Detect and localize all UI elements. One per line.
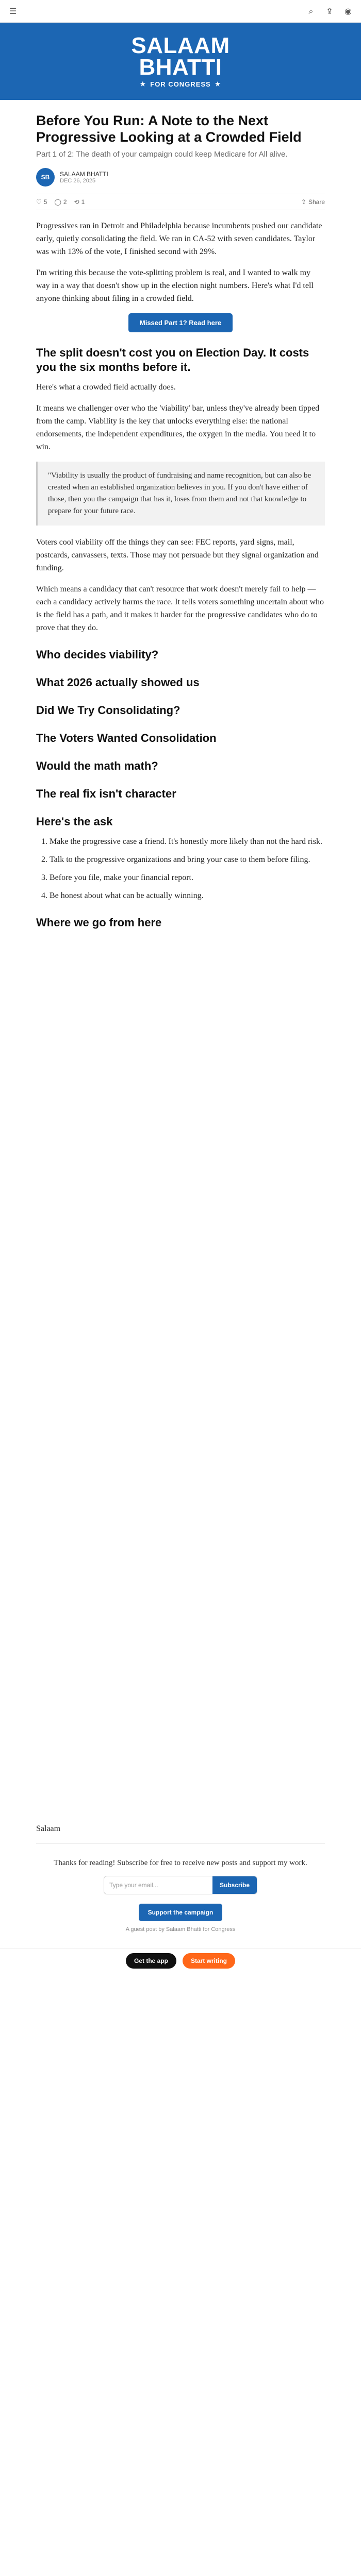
list-item: 4. Be honest about what can be actually winning.: [50, 889, 325, 902]
section-heading: The real fix isn't character: [36, 787, 176, 800]
list-item: 1. Make the progressive case a friend. It's honestly more likely than not the hard risk.: [50, 835, 325, 848]
subscribe-form: [104, 1876, 257, 1894]
bottom-bar: [0, 1948, 361, 1973]
get-app-button[interactable]: Get the app: [126, 1953, 176, 1969]
section-heading: What 2026 actually showed us: [36, 676, 200, 689]
comment-icon: ◯: [54, 198, 61, 206]
post-actions: [36, 194, 325, 210]
menu-icon[interactable]: ☰: [9, 6, 17, 16]
ask-list: [36, 835, 325, 902]
logo-name-line1: SALAAM: [131, 32, 230, 58]
subscribe-button[interactable]: Subscribe: [212, 1876, 257, 1894]
avatar[interactable]: SB: [36, 168, 55, 187]
share-icon: ⇪: [301, 198, 306, 206]
quote-text: "Viability is usually the product of fundraising and name recognition, but can also be created when an established organization believes in you. If you don't have either of those, then you the campaign that has it, loses from them and not that knowledge to prepare for your future race.: [48, 471, 311, 515]
restack-button[interactable]: ⟲ 1: [74, 198, 85, 206]
restack-icon: ⟲: [74, 198, 79, 206]
list-item: 2. Talk to the progressive organizations and bring your case to them before filing.: [50, 853, 325, 866]
byline: [36, 168, 325, 187]
heart-icon: ♡: [36, 198, 42, 206]
topbar-left: [7, 6, 19, 17]
pull-quote: [36, 462, 325, 526]
paragraph: Which means a candidacy that can't resource that work doesn't merely fail to help — each a candidacy actively harms the race. It tells voters something uncertain about who is the field has a path, and it makes it harder for the progressive candidates who do to prove that they do.: [36, 585, 324, 632]
footer-note: A guest post by Salaam Bhatti for Congress: [125, 1926, 236, 1933]
section-heading: Here's the ask: [36, 815, 113, 828]
support-button[interactable]: Support the campaign: [139, 1904, 223, 1921]
like-button[interactable]: ♡ 5: [36, 198, 47, 206]
search-icon[interactable]: ⌕: [308, 6, 314, 16]
profile-icon[interactable]: ◉: [344, 6, 352, 16]
cta-wrap: [36, 313, 325, 332]
article-title: Before You Run: A Note to the Next Progressive Looking at a Crowded Field: [36, 113, 302, 145]
paragraph: I'm writing this because the vote-splitting problem is real, and I wanted to walk my way in a way that doesn't show up in the election night numbers. Here's what I'd tell anyone thinking about filing in a crowded field.: [36, 268, 314, 303]
article-subtitle: Part 1 of 2: The death of your campaign could keep Medicare for All alive.: [36, 150, 288, 159]
subscribe-card: [36, 1843, 325, 1938]
logo-subline: [131, 80, 229, 88]
top-bar: [0, 0, 361, 23]
paragraph: Progressives ran in Detroit and Philadelphia because incumbents pushed our candidate early, quietly consolidating the field. We ran in CA-52 with seven candidates. Taylor was with 13% of the vote, I finished second with 29%.: [36, 222, 322, 256]
paragraph: It means we challenger over who the 'viability' bar, unless they've already been tipped from the camp. Viability is the key that unlocks everything else: the national endorsements, the independent expenditures, the oxygen in the media. You need it to win.: [36, 404, 320, 451]
signoff: Salaam: [36, 1824, 61, 1833]
author-name[interactable]: SALAAM BHATTI: [60, 171, 108, 178]
section-heading: The Voters Wanted Consolidation: [36, 732, 217, 744]
logo-name-line2: BHATTI: [139, 54, 222, 80]
body-continuation: [36, 936, 325, 1822]
share-button[interactable]: ⇪ Share: [301, 198, 325, 206]
section-heading: Where we go from here: [36, 916, 162, 929]
engagement-group: [36, 198, 85, 206]
publication-logo[interactable]: [131, 32, 230, 88]
star-icon: ★: [140, 80, 146, 88]
share-icon[interactable]: ⇪: [326, 6, 333, 16]
topbar-right: [305, 6, 354, 17]
section-heading: Who decides viability?: [36, 648, 159, 661]
logo-sub-text: FOR CONGRESS: [150, 80, 211, 88]
section-heading: Did We Try Consolidating?: [36, 704, 180, 717]
article: [36, 100, 325, 1948]
comment-button[interactable]: ◯ 2: [54, 198, 67, 206]
section-heading: Would the math math?: [36, 759, 158, 772]
email-field[interactable]: Type your email...: [109, 1882, 158, 1889]
section-heading: The split doesn't cost you on Election Day. It costs you the six months before it.: [36, 346, 309, 374]
start-writing-button[interactable]: Start writing: [183, 1953, 235, 1969]
list-item: 3. Before you file, make your financial report.: [50, 871, 325, 884]
post-date: DEC 26, 2025: [60, 178, 96, 184]
publication-header: [0, 23, 361, 100]
paragraph: Voters cool viability off the things they can see: FEC reports, yard signs, mail, postcards, canvassers, texts. Those may not persuade but they signal organization and funding.: [36, 538, 319, 572]
read-part1-button[interactable]: Missed Part 1? Read here: [128, 313, 233, 332]
star-icon: ★: [215, 80, 221, 88]
subscribe-blurb: Thanks for reading! Subscribe for free to receive new posts and support my work.: [54, 1859, 307, 1867]
paragraph: Here's what a crowded field actually does.: [36, 383, 176, 392]
